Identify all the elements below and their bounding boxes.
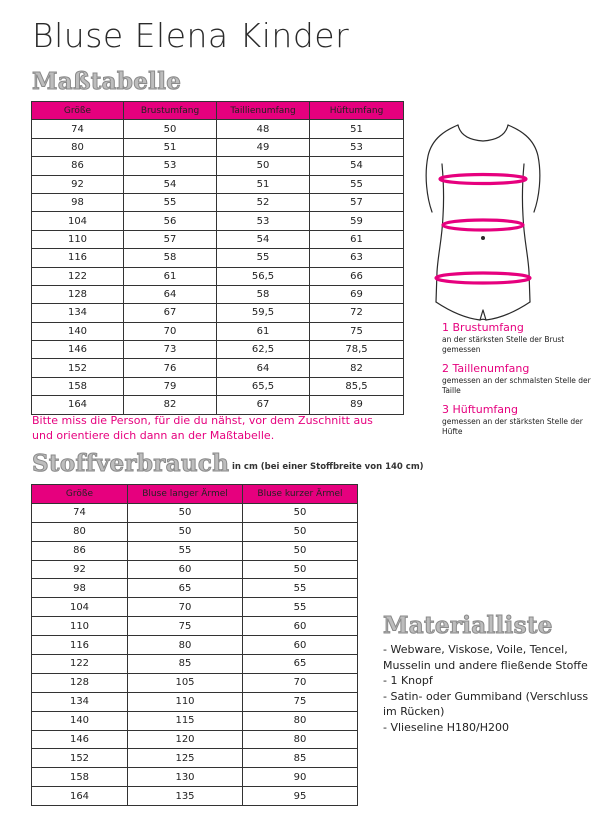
table-cell: 61 (124, 267, 217, 285)
table-cell: 74 (32, 120, 124, 138)
table-cell: 110 (32, 617, 128, 636)
table-cell: 69 (310, 285, 404, 303)
list-item: - 1 Knopf (383, 674, 433, 687)
table-cell: 57 (310, 193, 404, 211)
table-cell: 86 (32, 157, 124, 175)
table-row (32, 396, 404, 414)
table-cell: 53 (310, 138, 404, 156)
table-cell: 85 (243, 749, 358, 768)
legend-hip-desc: gemessen an der stärksten Stelle der Hüfte (442, 417, 583, 436)
table-row (32, 598, 358, 617)
table-cell: 51 (310, 120, 404, 138)
table-cell: 61 (310, 230, 404, 248)
materials-list (383, 642, 598, 735)
table-row (32, 541, 358, 560)
legend-bust-title: 1 Brustumfang (442, 321, 524, 334)
table-cell: 64 (217, 359, 310, 377)
table-cell: 125 (128, 749, 243, 768)
table-row (32, 749, 358, 768)
table-cell: 80 (243, 730, 358, 749)
table-row (32, 692, 358, 711)
table-cell: 164 (32, 396, 124, 414)
table-cell: 122 (32, 267, 124, 285)
table-cell: 50 (128, 503, 243, 522)
table-row (32, 267, 404, 285)
table-cell: 80 (243, 711, 358, 730)
table-cell: 140 (32, 711, 128, 730)
column-header-long-sleeve: Bluse langer Ärmel (128, 485, 243, 504)
table-cell: 72 (310, 304, 404, 322)
table-cell: 60 (243, 636, 358, 655)
table-row (32, 503, 358, 522)
table-cell: 62,5 (217, 341, 310, 359)
table-cell: 67 (217, 396, 310, 414)
table-row (32, 768, 358, 787)
table-cell: 56 (124, 212, 217, 230)
table-row (32, 673, 358, 692)
table-cell: 52 (217, 193, 310, 211)
fabric-heading: Stoffverbrauch (32, 450, 230, 477)
column-header-size: Größe (32, 485, 128, 504)
table-cell: 104 (32, 598, 128, 617)
table-cell: 105 (128, 673, 243, 692)
table-cell: 54 (124, 175, 217, 193)
table-cell: 86 (32, 541, 128, 560)
table-cell: 116 (32, 636, 128, 655)
table-cell: 78,5 (310, 341, 404, 359)
table-row (32, 341, 404, 359)
crotch-line (480, 310, 486, 320)
table-cell: 79 (124, 377, 217, 395)
navel-dot (481, 236, 485, 240)
table-cell: 61 (217, 322, 310, 340)
column-header-short-sleeve: Bluse kurzer Ärmel (243, 485, 358, 504)
column-header-waist: Taillienumfang (217, 102, 310, 120)
table-cell: 80 (128, 636, 243, 655)
table-cell: 128 (32, 285, 124, 303)
materials-heading: Materialliste (383, 612, 553, 639)
measurement-hint: Bitte miss die Person, für die du nähst, vor dem Zuschnitt aus und orientiere dich dann an der Maßtabelle. (32, 414, 373, 442)
neck-line (458, 125, 508, 141)
table-cell: 116 (32, 249, 124, 267)
table-cell: 54 (217, 230, 310, 248)
table-cell: 53 (217, 212, 310, 230)
table-cell: 115 (128, 711, 243, 730)
table-cell: 158 (32, 768, 128, 787)
table-cell: 80 (32, 522, 128, 541)
table-cell: 60 (128, 560, 243, 579)
page-title: Bluse Elena Kinder (32, 16, 350, 55)
table-cell: 82 (124, 396, 217, 414)
table-cell: 65 (128, 579, 243, 598)
table-row (32, 655, 358, 674)
table-row (32, 522, 358, 541)
table-cell: 70 (124, 322, 217, 340)
table-cell: 65,5 (217, 377, 310, 395)
table-cell: 74 (32, 503, 128, 522)
table-cell: 50 (124, 120, 217, 138)
waist-measure-line (443, 220, 523, 230)
fabric-table-body (32, 503, 358, 805)
legend-hip (442, 403, 600, 437)
legend-bust-desc: an der stärksten Stelle der Brust gemessen (442, 335, 565, 354)
table-cell: 152 (32, 749, 128, 768)
table-cell: 55 (217, 249, 310, 267)
table-row (32, 120, 404, 138)
measurement-table-body (32, 120, 404, 414)
table-cell: 59 (310, 212, 404, 230)
legend-waist (442, 362, 600, 396)
table-cell: 55 (124, 193, 217, 211)
table-cell: 80 (32, 138, 124, 156)
legend-waist-desc: gemessen an der schmalsten Stelle der Taille (442, 376, 591, 395)
table-cell: 55 (310, 175, 404, 193)
table-cell: 75 (243, 692, 358, 711)
fabric-header-row (32, 485, 358, 504)
table-cell: 54 (310, 157, 404, 175)
table-cell: 128 (32, 673, 128, 692)
table-cell: 146 (32, 730, 128, 749)
table-cell: 50 (243, 560, 358, 579)
column-header-size: Größe (32, 102, 124, 120)
table-cell: 56,5 (217, 267, 310, 285)
legend-waist-title: 2 Taillenumfang (442, 362, 530, 375)
table-row (32, 636, 358, 655)
measurement-header-row (32, 102, 404, 120)
table-cell: 76 (124, 359, 217, 377)
table-cell: 64 (124, 285, 217, 303)
table-cell: 50 (217, 157, 310, 175)
table-cell: 120 (128, 730, 243, 749)
table-cell: 55 (243, 579, 358, 598)
table-cell: 92 (32, 175, 124, 193)
table-row (32, 212, 404, 230)
table-cell: 122 (32, 655, 128, 674)
table-cell: 75 (128, 617, 243, 636)
table-cell: 50 (243, 522, 358, 541)
table-cell: 134 (32, 692, 128, 711)
table-cell: 85 (128, 655, 243, 674)
table-cell: 164 (32, 787, 128, 806)
table-row (32, 359, 404, 377)
table-cell: 50 (128, 522, 243, 541)
table-row (32, 304, 404, 322)
table-cell: 51 (217, 175, 310, 193)
table-cell: 49 (217, 138, 310, 156)
table-row (32, 579, 358, 598)
table-row (32, 711, 358, 730)
table-cell: 48 (217, 120, 310, 138)
table-cell: 92 (32, 560, 128, 579)
column-header-bust: Brustumfang (124, 102, 217, 120)
table-cell: 98 (32, 579, 128, 598)
table-cell: 59,5 (217, 304, 310, 322)
table-cell: 85,5 (310, 377, 404, 395)
bust-measure-line (440, 175, 526, 184)
list-item: - Webware, Viskose, Voile, Tencel, Musselin und andere fließende Stoffe (383, 643, 588, 672)
table-cell: 58 (124, 249, 217, 267)
table-cell: 146 (32, 341, 124, 359)
list-item: - Vlieseline H180/H200 (383, 720, 509, 734)
table-cell: 140 (32, 322, 124, 340)
measurement-heading: Maßtabelle (32, 68, 182, 95)
legend-bust (442, 321, 600, 355)
table-cell: 82 (310, 359, 404, 377)
table-cell: 90 (243, 768, 358, 787)
table-cell: 104 (32, 212, 124, 230)
table-cell: 57 (124, 230, 217, 248)
table-cell: 70 (243, 673, 358, 692)
table-cell: 130 (128, 768, 243, 787)
table-row (32, 138, 404, 156)
table-cell: 55 (243, 598, 358, 617)
table-cell: 50 (243, 541, 358, 560)
table-row (32, 377, 404, 395)
table-cell: 75 (310, 322, 404, 340)
table-cell: 110 (32, 230, 124, 248)
hip-measure-line (436, 273, 530, 283)
table-row (32, 175, 404, 193)
table-cell: 55 (128, 541, 243, 560)
fabric-table (31, 484, 358, 806)
table-row (32, 193, 404, 211)
table-cell: 60 (243, 617, 358, 636)
table-cell: 73 (124, 341, 217, 359)
column-header-hip: Hüftumfang (310, 102, 404, 120)
table-cell: 50 (243, 503, 358, 522)
body-outline-figure (418, 120, 548, 325)
table-row (32, 787, 358, 806)
table-row (32, 285, 404, 303)
table-cell: 66 (310, 267, 404, 285)
list-item: - Satin- oder Gummiband (Verschluss im Rücken) (383, 689, 589, 718)
table-cell: 135 (128, 787, 243, 806)
table-row (32, 560, 358, 579)
measurement-table (31, 101, 404, 415)
fabric-note: in cm (bei einer Stoffbreite von 140 cm) (232, 462, 424, 472)
table-cell: 65 (243, 655, 358, 674)
table-cell: 89 (310, 396, 404, 414)
table-cell: 134 (32, 304, 124, 322)
table-cell: 98 (32, 193, 124, 211)
table-cell: 63 (310, 249, 404, 267)
table-cell: 67 (124, 304, 217, 322)
table-cell: 53 (124, 157, 217, 175)
table-cell: 70 (128, 598, 243, 617)
table-row (32, 730, 358, 749)
table-cell: 95 (243, 787, 358, 806)
table-cell: 110 (128, 692, 243, 711)
legend-hip-title: 3 Hüftumfang (442, 403, 518, 416)
table-cell: 58 (217, 285, 310, 303)
table-row (32, 617, 358, 636)
table-cell: 158 (32, 377, 124, 395)
table-cell: 152 (32, 359, 124, 377)
table-row (32, 230, 404, 248)
table-row (32, 249, 404, 267)
table-row (32, 157, 404, 175)
table-cell: 51 (124, 138, 217, 156)
table-row (32, 322, 404, 340)
